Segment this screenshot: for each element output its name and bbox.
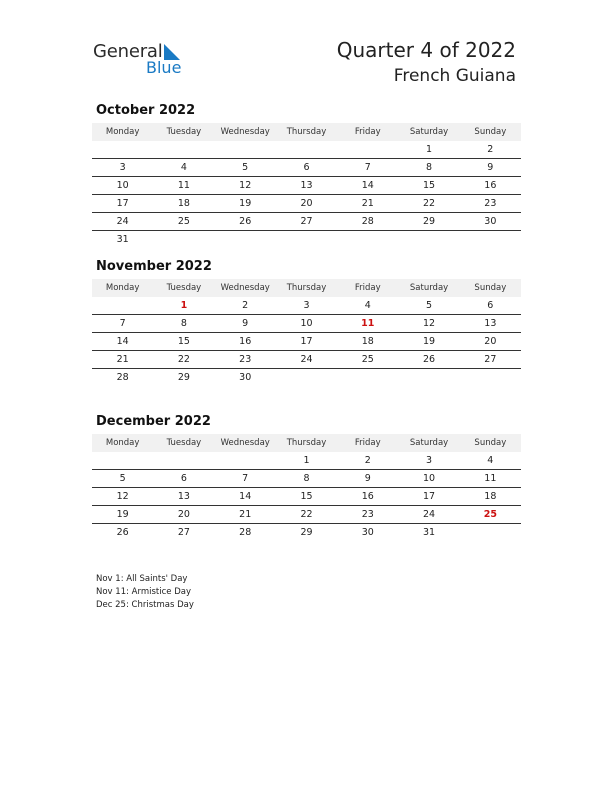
weekday-label: Tuesday <box>166 127 202 137</box>
weekday-label: Monday <box>105 438 140 448</box>
week-row <box>92 452 521 470</box>
day-cell: 16 <box>484 180 497 191</box>
day-cell: 18 <box>177 198 190 209</box>
day-cell: 31 <box>423 527 436 538</box>
weekday-label: Tuesday <box>166 438 202 448</box>
page-title: Quarter 4 of 2022 <box>336 38 516 62</box>
empty-day-cell <box>337 369 398 386</box>
month-title: December 2022 <box>96 414 211 429</box>
empty-day-cell <box>337 141 398 158</box>
weekday-label: Friday <box>354 438 381 448</box>
day-cell: 24 <box>116 216 129 227</box>
day-cell: 2 <box>364 455 371 466</box>
day-cell: 17 <box>423 491 436 502</box>
day-cell: 28 <box>361 216 374 227</box>
empty-day-cell <box>215 141 276 158</box>
day-cell: 20 <box>300 198 313 209</box>
weekday-label: Tuesday <box>166 283 202 293</box>
weekday-label: Sunday <box>474 283 507 293</box>
weekday-label: Thursday <box>286 283 327 293</box>
month-december <box>92 413 521 541</box>
day-cell: 6 <box>487 300 494 311</box>
week-row <box>92 470 521 488</box>
day-cell: 27 <box>177 527 190 538</box>
day-cell: 9 <box>364 473 371 484</box>
day-cell: 22 <box>177 354 190 365</box>
week-row <box>92 351 521 369</box>
day-cell: 2 <box>487 144 494 155</box>
day-cell: 1 <box>303 455 310 466</box>
day-cell: 21 <box>116 354 129 365</box>
week-row <box>92 488 521 506</box>
week-row <box>92 315 521 333</box>
day-cell: 14 <box>239 491 252 502</box>
day-cell: 16 <box>239 336 252 347</box>
day-cell: 8 <box>303 473 310 484</box>
empty-day-cell <box>92 141 153 158</box>
generalblue-logo <box>93 40 203 80</box>
day-cell: 10 <box>423 473 436 484</box>
week-row <box>92 524 521 541</box>
day-cell: 12 <box>423 318 436 329</box>
day-cell: 25 <box>177 216 190 227</box>
month-october <box>92 102 521 248</box>
weekday-label: Thursday <box>286 127 327 137</box>
day-cell: 24 <box>300 354 313 365</box>
day-cell: 10 <box>116 180 129 191</box>
empty-day-cell <box>153 452 214 469</box>
day-cell: 5 <box>426 300 433 311</box>
day-cell: 1 <box>180 300 188 311</box>
day-cell: 25 <box>483 509 497 520</box>
holiday-note: Nov 11: Armistice Day <box>96 587 191 597</box>
day-cell: 30 <box>239 372 252 383</box>
day-cell: 13 <box>484 318 497 329</box>
day-cell: 5 <box>242 162 249 173</box>
day-cell: 13 <box>177 491 190 502</box>
day-cell: 10 <box>300 318 313 329</box>
day-cell: 15 <box>177 336 190 347</box>
empty-day-cell <box>460 524 521 541</box>
week-row <box>92 369 521 386</box>
day-cell: 2 <box>242 300 249 311</box>
day-cell: 18 <box>484 491 497 502</box>
day-cell: 29 <box>177 372 190 383</box>
day-cell: 17 <box>116 198 129 209</box>
day-cell: 15 <box>423 180 436 191</box>
day-cell: 11 <box>177 180 190 191</box>
day-cell: 16 <box>361 491 374 502</box>
day-cell: 7 <box>242 473 249 484</box>
empty-day-cell <box>276 141 337 158</box>
week-row <box>92 141 521 159</box>
day-cell: 24 <box>423 509 436 520</box>
day-cell: 18 <box>361 336 374 347</box>
weekday-label: Wednesday <box>220 438 270 448</box>
logo-text-general: General <box>93 41 163 62</box>
empty-day-cell <box>92 452 153 469</box>
day-cell: 9 <box>242 318 249 329</box>
weekday-header <box>92 279 521 297</box>
day-cell: 30 <box>484 216 497 227</box>
logo-text-blue: Blue <box>146 58 182 77</box>
empty-day-cell <box>276 231 337 248</box>
day-cell: 15 <box>300 491 313 502</box>
weekday-label: Wednesday <box>220 283 270 293</box>
day-cell: 23 <box>361 509 374 520</box>
day-cell: 27 <box>300 216 313 227</box>
weekday-label: Monday <box>105 283 140 293</box>
empty-day-cell <box>337 231 398 248</box>
day-cell: 5 <box>119 473 126 484</box>
day-cell: 11 <box>484 473 497 484</box>
day-cell: 27 <box>484 354 497 365</box>
day-cell: 1 <box>426 144 433 155</box>
day-cell: 30 <box>361 527 374 538</box>
weekday-label: Monday <box>105 127 140 137</box>
week-row <box>92 159 521 177</box>
empty-day-cell <box>92 297 153 314</box>
weekday-label: Saturday <box>409 283 449 293</box>
day-cell: 6 <box>303 162 310 173</box>
day-cell: 23 <box>239 354 252 365</box>
weekday-label: Sunday <box>474 438 507 448</box>
day-cell: 4 <box>364 300 371 311</box>
week-row <box>92 177 521 195</box>
weekday-label: Wednesday <box>220 127 270 137</box>
day-cell: 9 <box>487 162 494 173</box>
day-cell: 4 <box>487 455 494 466</box>
day-cell: 19 <box>239 198 252 209</box>
day-cell: 17 <box>300 336 313 347</box>
day-cell: 8 <box>426 162 433 173</box>
week-row <box>92 213 521 231</box>
empty-day-cell <box>153 141 214 158</box>
weekday-label: Friday <box>354 283 381 293</box>
day-cell: 12 <box>116 491 129 502</box>
day-cell: 14 <box>116 336 129 347</box>
day-cell: 29 <box>300 527 313 538</box>
empty-day-cell <box>153 231 214 248</box>
day-cell: 19 <box>423 336 436 347</box>
day-cell: 31 <box>116 234 129 245</box>
day-cell: 23 <box>484 198 497 209</box>
week-row <box>92 333 521 351</box>
week-row <box>92 297 521 315</box>
page-subtitle: French Guiana <box>393 66 516 86</box>
month-title: October 2022 <box>96 103 196 118</box>
weekday-header <box>92 123 521 141</box>
day-cell: 26 <box>423 354 436 365</box>
day-cell: 3 <box>303 300 310 311</box>
day-cell: 6 <box>180 473 187 484</box>
day-cell: 26 <box>239 216 252 227</box>
week-row <box>92 506 521 524</box>
day-cell: 28 <box>116 372 129 383</box>
day-cell: 7 <box>364 162 371 173</box>
day-cell: 28 <box>239 527 252 538</box>
weekday-label: Thursday <box>286 438 327 448</box>
holiday-notes <box>96 573 194 612</box>
day-cell: 21 <box>361 198 374 209</box>
day-cell: 29 <box>423 216 436 227</box>
weekday-header <box>92 434 521 452</box>
day-cell: 7 <box>119 318 126 329</box>
empty-day-cell <box>276 369 337 386</box>
empty-day-cell <box>460 231 521 248</box>
day-cell: 14 <box>361 180 374 191</box>
empty-day-cell <box>460 369 521 386</box>
day-cell: 4 <box>180 162 187 173</box>
empty-day-cell <box>215 452 276 469</box>
day-cell: 12 <box>239 180 252 191</box>
month-november <box>92 258 521 386</box>
weekday-label: Friday <box>354 127 381 137</box>
day-cell: 13 <box>300 180 313 191</box>
weekday-label: Sunday <box>474 127 507 137</box>
day-cell: 11 <box>361 318 375 329</box>
day-cell: 19 <box>116 509 129 520</box>
day-cell: 3 <box>426 455 433 466</box>
day-cell: 3 <box>119 162 126 173</box>
day-cell: 22 <box>423 198 436 209</box>
day-cell: 26 <box>116 527 129 538</box>
holiday-note: Dec 25: Christmas Day <box>96 600 194 610</box>
empty-day-cell <box>215 231 276 248</box>
day-cell: 8 <box>180 318 187 329</box>
weekday-label: Saturday <box>409 127 449 137</box>
empty-day-cell <box>398 369 459 386</box>
month-title: November 2022 <box>96 259 212 274</box>
day-cell: 20 <box>177 509 190 520</box>
day-cell: 21 <box>239 509 252 520</box>
weekday-label: Saturday <box>409 438 449 448</box>
holiday-note: Nov 1: All Saints' Day <box>96 574 188 584</box>
week-row <box>92 195 521 213</box>
day-cell: 20 <box>484 336 497 347</box>
empty-day-cell <box>398 231 459 248</box>
week-row <box>92 231 521 248</box>
day-cell: 25 <box>361 354 374 365</box>
day-cell: 22 <box>300 509 313 520</box>
